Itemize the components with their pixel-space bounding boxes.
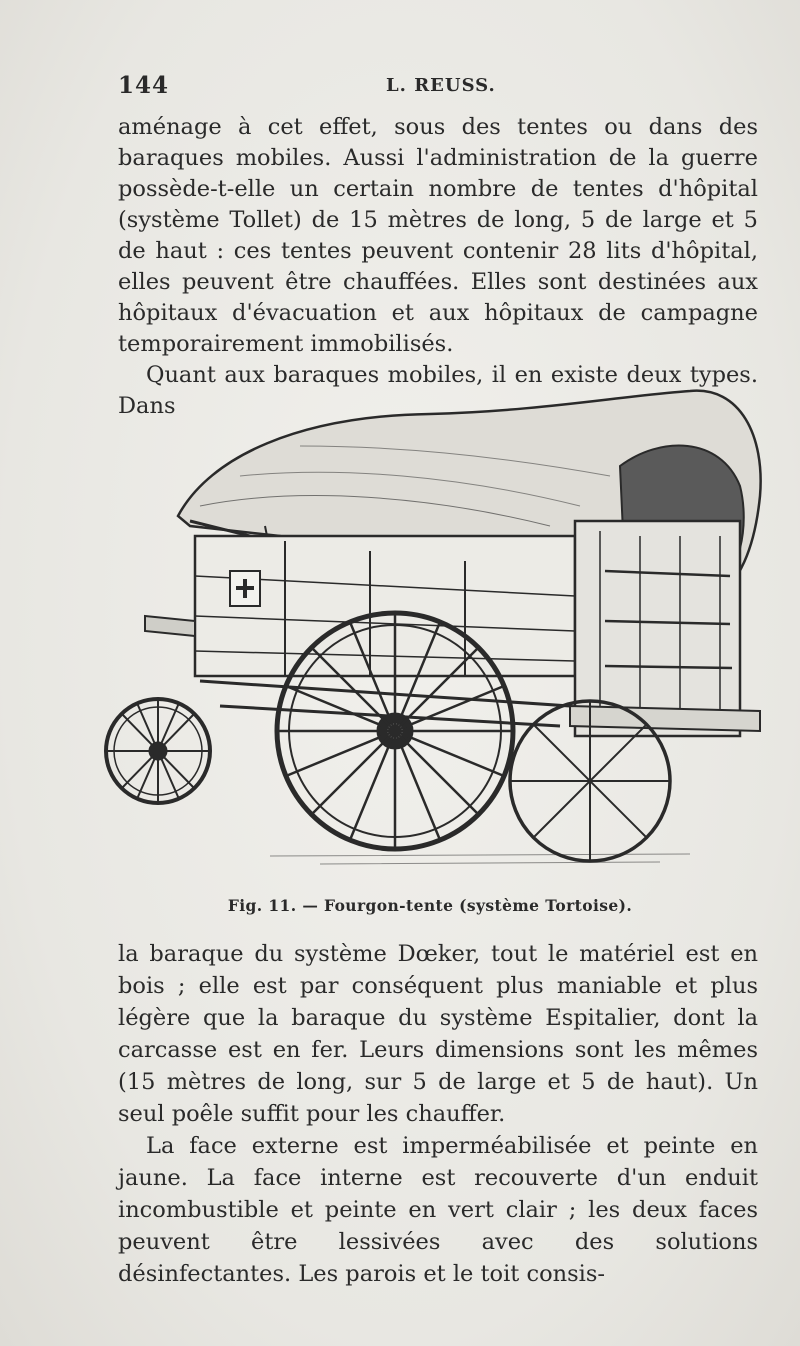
- paragraph: La face externe est imperméabilisée et peinte en jaune. La face interne est recouverte d'un enduit incombustible et peinte en vert clair ; les deux faces peuvent être lessivées avec des solutions désinfectantes. Les parois et le toit consis-: [118, 1133, 758, 1287]
- figure-caption: Fig. 11. — Fourgon-tente (système Tortoise).: [227, 896, 633, 915]
- text-block-bottom: [118, 938, 758, 1290]
- paragraph: la baraque du système Dœker, tout le matériel est en bois ; elle est par conséquent plus maniable et plus légère que la baraque du système Espitalier, dont la carcasse est en fer. Leurs dimensions sont les mêmes (15 mètres de long, sur 5 de large et 5 de haut). Un seul poêle suffit pour les chauffer.: [118, 941, 758, 1127]
- running-head: L. REUSS.: [386, 75, 496, 96]
- covered-wagon-engraving: [100, 376, 770, 896]
- paragraph: Quant aux baraques mobiles, il en existe deux types. Dans: [118, 362, 758, 419]
- paragraph: aménage à cet effet, sous des tentes ou dans des baraques mobiles. Aussi l'administration de la guerre possède-t-elle un certain nombre de tentes d'hôpital (système Tollet) de 15 mètres de long, 5 de large et 5 de haut : ces tentes peuvent contenir 28 lits d'hôpital, elles peuvent être chauffées. Elles sont destinées aux hôpitaux d'évacuation et aux hôpitaux de campagne temporairement immobilisés.: [118, 114, 758, 357]
- page-number: 144: [118, 72, 170, 99]
- figure-wagon-illustration: [100, 376, 770, 896]
- page-header: [118, 72, 758, 102]
